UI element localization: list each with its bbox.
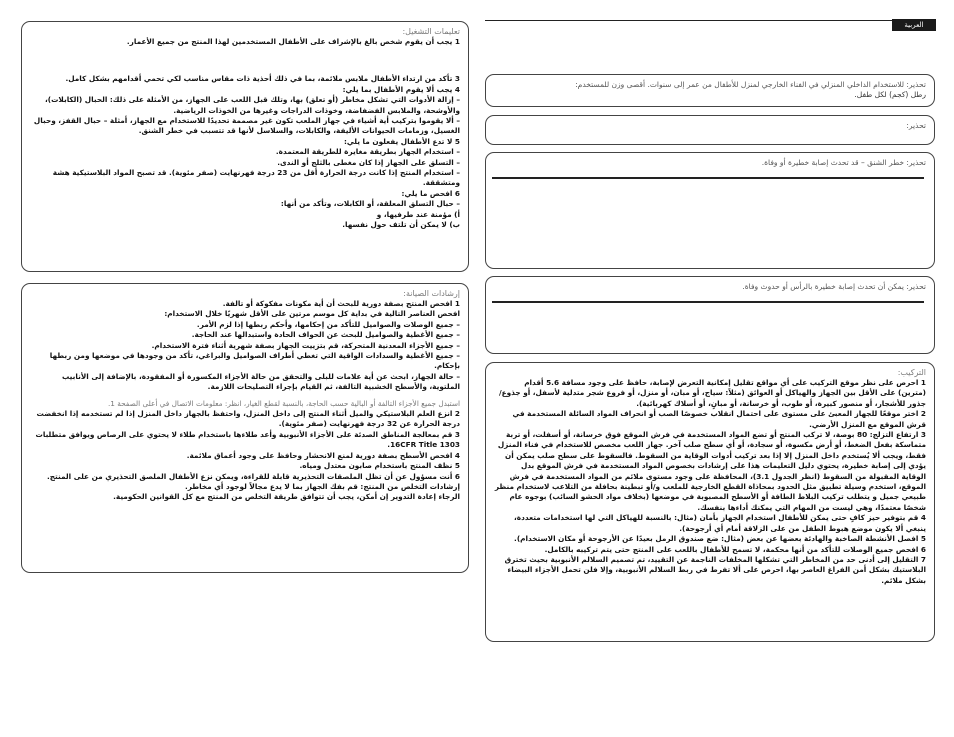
- usage-instructions-panel: [21, 21, 469, 272]
- maint-item-1-c: – جميع الأجزاء المعدنية المتحركة، قم بتزييت الجهاز بصفة شهرية أثناء فترة الاستخدام.: [151, 340, 460, 350]
- blank-space: [30, 47, 460, 74]
- warning-strangulation-panel: [485, 152, 935, 269]
- usage-title: تعليمات التشغيل:: [402, 27, 460, 36]
- usage-item-5-b: – التسلق على الجهاز إذا كان مغطى بالثلج أو الندى.: [277, 157, 460, 167]
- warning-strangulation-rule: [492, 177, 924, 179]
- maint-disposal: إرشادات التخلص من المنتج: قم بفك الجهاز بما لا يدع مجالاً لوجود أي مخاطر.: [184, 481, 460, 491]
- maint-item-1-b: – جميع الأغطية والصواميل للبحث عن الحواف الحادة واستبدالها عند الحاجة.: [191, 330, 460, 340]
- maint-item-5: 5 نظف المنتج باستخدام صابون معتدل ومياه.: [299, 461, 460, 471]
- language-tab: العربية: [892, 19, 936, 31]
- maint-recycle: الرجاء إعادة التدوير إن أمكن، يجب أن تتوافق طريقة التخلص من المنتج مع كل القوانين الحكومية.: [113, 492, 460, 502]
- usage-item-6-b: أ) مؤمنة عند طرفيها، و: [376, 209, 460, 219]
- maint-item-1-a: – جميع الوصلات والصواميل للتأكد من إحكامها، وأحكم ربطها إذا لزم الأمر.: [196, 319, 460, 329]
- maint-item-4: 4 افحص الأسطح بصفة دورية لمنع الانحشار وحافظ على وجود أعماق ملائمة.: [186, 450, 460, 460]
- maint-item-3: 3 قم بمعالجة المناطق الصدئة على الأجزاء الأنبوبية وأعد طلاءها باستخدام طلاء لا يحتوي على الرصاص ويوافق متطلبات 16CFR Title 1303.: [35, 429, 460, 450]
- assembly-item-6: 6 افحص جميع الوصلات للتأكد من أنها محكمة، لا تسمح للأطفال باللعب على المنتج حتى يتم تركيبه بالكامل.: [544, 544, 926, 554]
- maint-item-1-e: – حالة الجهاز، ابحث عن أية علامات للبلى والتحقق من حالة الأجزاء المكسورة أو المفقودة، بالإضافة إلى الأنابيب الملتوية، والأسطح الخشبية التالفة، ثم القيام بإجراء التصليحات اللازمة.: [61, 371, 460, 392]
- warning-age-weight-panel: [485, 74, 935, 107]
- assembly-item-1: 1 احرص على نظر موقع التركيب على أي مواقع تقليل إمكانية التعرض لإصابة، حافظ على وجود مسافة 5.6 أقدام (مترين) على الأقل بين الجهاز والهياكل أو العوائق (مثلاً: سياج، أو مبان، أو منزل، أو فروع شجر متدلية لأسفل، أو جذوع/جذور للأشجار، أو منصور كبيرة، أو طوب، أو خرسانة، أو مبانٍ، أو أسلاك كهربائية).: [499, 378, 926, 408]
- usage-item-6-c: ب) لا يمكن أن تلتف حول نفسها.: [342, 220, 460, 230]
- assembly-item-2: 2 اختر موقعًا للجهاز المعبئ على مستوى على احتمال انقلاب خصوصًا الصب أو انحراف المواد السائلة المستخدمة في قرش الموقع مع المنزل الأرضي.: [512, 409, 926, 429]
- maint-item-1-sub: افحص العناصر التالية في بداية كل موسم مرتين على الأقل شهريًا خلال الاستخدام:: [164, 309, 460, 319]
- warning-empty-text: تحذير:: [906, 121, 926, 130]
- usage-item-4-heading: 4 يجب ألا يقوم الأطفال بما يلي:: [342, 84, 460, 94]
- warning-empty-panel: [485, 115, 935, 145]
- maint-item-6: 6 أنت مسؤول عن أن تظل الملصقات التحذيرية قابلة للقراءة، ويمكن نزع الأطفال الملصق التحذيري من على المنتج.: [47, 471, 460, 481]
- usage-item-6-a: – حبال التسلق المعلقة، أو الكابلات، وتأكد من أنها:: [280, 199, 460, 209]
- maint-item-1-d: – جميع الأغطية والسدادات الواقية التي تغطي أطراف الصواميل والبراغي، تأكد من وجودها في موضعها ومن ربطها بإحكام.: [49, 351, 460, 371]
- maint-item-1: 1 افحص المنتج بصفة دورية للبحث أن أية مكونات مفكوكة أو تالفة.: [222, 299, 460, 308]
- warning-age-weight-text-2: رطل (كجم) لكل طفل.: [854, 90, 926, 100]
- maintenance-title: إرشادات الصيانة:: [403, 289, 460, 298]
- assembly-item-5: 5 افصل الأنشطة الصاخبة والهادئة بعضها عن بعض (مثال: ضع صندوق الرمل بعيدًا عن الأرجوحة أو مكان الاستخدام).: [514, 534, 926, 544]
- warning-strangulation-text: تحذير: خطر الشنق – قد تحدث إصابة خطيرة أو وفاة.: [761, 158, 926, 167]
- usage-item-5-heading: 5 لا تدع الأطفال يفعلون ما يلي:: [344, 136, 460, 146]
- assembly-title: التركيب:: [897, 368, 926, 377]
- usage-item-4-a: – إزالة الأدوات التي تشكل مخاطر (أو تعلق) بها، وتلك قبل اللعب على الجهاز، من الأمثلة على ذلك: الحبال (الكابلات)، والأوشحة، والملابس الفضفاضة، وخوذات الدراجات وغيرها من الخوذات الرياضية.: [44, 95, 460, 115]
- usage-item-6-heading: 6 افحص ما يلي:: [401, 188, 460, 198]
- warning-head-injury-rule: [492, 301, 924, 303]
- warning-head-injury-panel: [485, 276, 935, 354]
- usage-item-5-a: – استخدام الجهاز بطريقة مغايرة للطريقة المعتمدة.: [275, 147, 460, 157]
- usage-item-4-b: – ألا يقوموا بتركيب أية أشياء في جهاز الملعب تكون غير مصممة تحديدًا للاستخدام مع الجهاز، أمثلة – حبال القفز، وحبال الغسيل، وزمامات الحيوانات الأليفة، والكابلات، والسلاسل لأنها قد تتسبب في خطر الشنق.: [33, 116, 460, 136]
- assembly-panel: [485, 362, 935, 642]
- warning-age-weight-text: تحذير: للاستخدام الداخلي المنزلي في الفناء الخارجي لمنزل للأطفال من عمر إلى سنوات. أقصى وزن للمستخدم:: [575, 80, 926, 89]
- warning-head-injury-text: تحذير: يمكن أن تحدث إصابة خطيرة بالرأس أو حدوث وفاة.: [742, 282, 926, 291]
- usage-item-5-c: – استخدام المنتج إذا كانت درجة الحرارة أقل من 23 درجة فهرنهايت (صفر مئوية). قد تصبح المواد البلاستيكية هشة ومتشققة.: [52, 168, 460, 188]
- assembly-item-3: 3 ارتفاع التزلج: 80 بوصة، لا تركب المنتج أو تضع المواد المستخدمة في فرش الموقع فوق خرسانة، أو أسفلت، أو تربة متماسكة بفعل الضغط، أو أرض مكسوة، أو سجادة، أو أي سطح صلب آخر. جهاز اللعب مخصص للاستخدام في فناء المنزل فقط، ويجب ألا يُستخدم داخل المنزل إلا إذا بعد تركيب أدوات الوقاية من السقوط. فالسقوط على سطح صلب يمكن أن يؤدي إلى إصابة خطيرة، يحتوي دليل التعليمات هذا على إرشادات بخصوص المواد المستخدمة في فرش الموقع بدل الوقاية المقبولة من السقوط (انظر الجدول 3.1)، المحافظة على وجود مستوى ملائم من المواد المستخدمة في فرش الموقع، استخدم وسيلة تطبيق مثل الحدود بمحاذاة القطع الخارجية للملعب و/أو تبطينة بحافلة من التلاعب لاستخدام منظر طبيعي جميل و يتطلب تركيب البلاط الطافة أو الأسطح المصبوبة في موضعها (بخلاف مواد الحشو السائب) بوجوه عام شخصًا معتمدًا، وهي ليست من المهام التي يمكنك أداءها بنفسك.: [494, 430, 926, 512]
- header-rule: [485, 20, 935, 21]
- assembly-item-4: 4 قم بتوفير حيز كافٍ حتى يمكن للأطفال استخدام الجهاز بأمان (مثال: بالنسبة للهياكل التي لها استخدامات متعددة، ينبغي ألا يكون موضع هبوط الطفل من على الزلاقة أمام أي أرجوحة).: [514, 513, 926, 533]
- usage-item-1: 1 يجب أن يقوم شخص بالغ بالإشراف على الأطفال المستخدمين لهذا المنتج من جميع الأعمار.: [126, 37, 460, 46]
- usage-item-3: 3 تأكد من ارتداء الأطفال ملابس ملائمة، بما في ذلك أحذية ذات مقاس مناسب لكي تحمي أقدامهم بشكل كامل.: [65, 74, 460, 84]
- assembly-item-7: 7 التقليل إلى أدنى حد من المخاطر التي تشكلها المخلفات الناجمة عن التقييد، تم تصميم السلالم الأنبوبية بحيث تخترق البلاستيك بشكل أمن الفراغ العاصر بها، احرص على ألا تفرط في ربط السلالم الأنبوبية، وإلا فلن تحمل الأجزاء البيضاء بشكل ملائم.: [504, 554, 926, 585]
- maint-replace-note: استبدل جميع الأجزاء التالفة أو البالية حسب الحاجة، بالنسبة لقطع الغيار، انظر: معلومات الاتصال في أعلى الصفحة 1.: [107, 398, 460, 408]
- maint-item-2: 2 انزع العلم البلاستيكي والميل أثناء المنتج إلى داخل المنزل، واحتفظ بالجهاز داخل المنزل إذا لم تستخدمه إذا انخفضت درجة الحرارة عن 32 درجة فهرنهايت (صفر مئوية).: [36, 409, 460, 429]
- maintenance-panel: [21, 283, 469, 573]
